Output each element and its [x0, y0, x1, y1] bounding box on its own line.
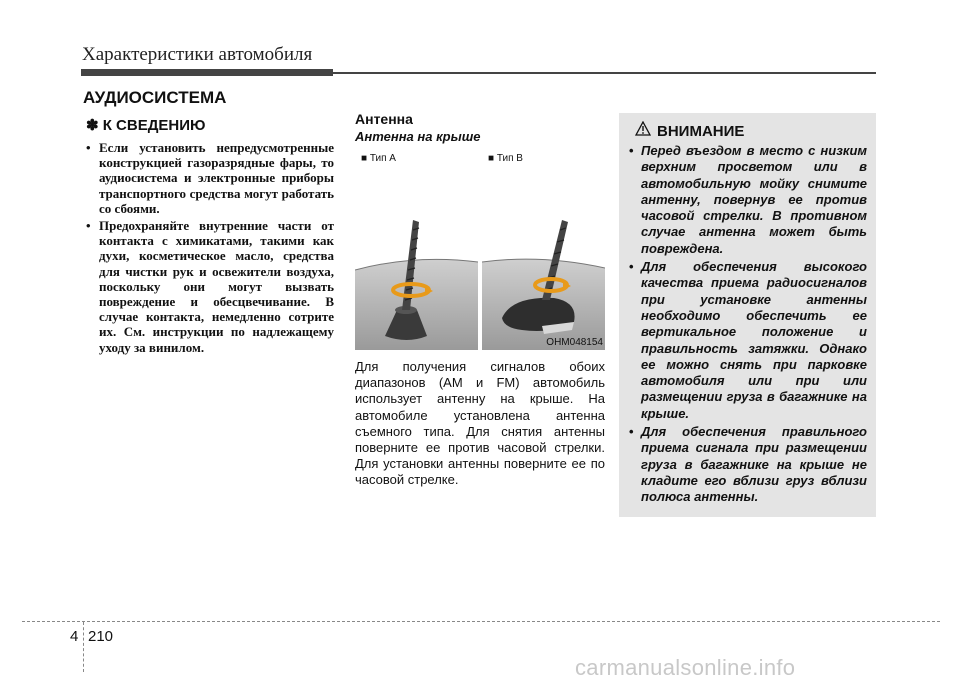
- antenna-figure: [355, 150, 605, 350]
- warning-title: ВНИМАНИЕ: [657, 122, 745, 140]
- section-title: АУДИОСИСТЕМА: [83, 88, 227, 107]
- notice-title: ✽ К СВЕДЕНИЮ: [86, 117, 206, 134]
- notice-list: [86, 140, 334, 355]
- type-a-label: ■ Тип A: [361, 153, 396, 164]
- antenna-title: Антенна: [355, 111, 413, 127]
- chapter-number: 4: [70, 628, 79, 645]
- figure-code: OHM048154: [546, 337, 603, 348]
- type-b-label: ■ Тип B: [488, 153, 523, 164]
- warning-item: • Перед въездом в место с низким верхним просветом или в автомобильную мойку снимите антенну, повернув ее против часовой стрелки. В противном случае антенна может быть повреждена.: [629, 143, 867, 257]
- header-rule: [333, 72, 876, 74]
- warning-header: [635, 121, 744, 141]
- notice-item: • Если установить непредусмотренные конструкцией газоразрядные фары, то аудиосистема и электронные приборы транспортного средства могут работать со сбоями.: [86, 140, 334, 216]
- antenna-type-b-illustration: [482, 150, 605, 350]
- antenna-description: Для получения сигналов обоих диапазонов (AM и FM) автомобиль использует антенну на крыше. На автомобиле установлена антенна съемного типа. Для снятия антенны поверните ее против часовой стрелки. Для установки антенны поверните ее по часовой стрелке.: [355, 359, 605, 488]
- notice-block: [86, 116, 334, 357]
- antenna-subtitle: Антенна на крыше: [355, 129, 481, 144]
- header-bar: [81, 69, 333, 76]
- warning-triangle-icon: [635, 121, 651, 141]
- antenna-type-a-illustration: [355, 150, 478, 350]
- warning-box: [619, 113, 876, 517]
- footer-dashed-divider: [83, 622, 84, 672]
- notice-item: • Предохраняйте внутренние части от контакта с химикатами, такими как духи, косметическое масло, средства для чистки рук и освежители воздуха, поскольку они могут вызвать повреждение и обесцвечивание. В случае контакта, немедленно сотрите их. См. инструкции по надлежащему уходу за винилом.: [86, 218, 334, 355]
- warning-list: [629, 143, 867, 508]
- watermark: carmanualsonline.info: [575, 655, 796, 680]
- running-header-title: Характеристики автомобиля: [82, 44, 313, 65]
- antenna-heading-block: [355, 111, 605, 144]
- page-number: 210: [88, 628, 114, 645]
- footer-dashed-rule: [22, 621, 940, 622]
- warning-item: • Для обеспечения правильного приема сигнала при размещении груза в багажнике на крыше не кладите его вблизи груз вблизи полюса антенны.: [629, 424, 867, 505]
- antenna-type-a-panel: [355, 150, 478, 350]
- warning-item: • Для обеспечения высокого качества приема радиосигналов при установке антенны необходимо обеспечить ее вертикальное положение и правильность затяжки. Однако ее можно снять при парковке автомобиля или при или размещении груза в багажнике на крыше.: [629, 259, 867, 422]
- antenna-type-b-panel: [482, 150, 605, 350]
